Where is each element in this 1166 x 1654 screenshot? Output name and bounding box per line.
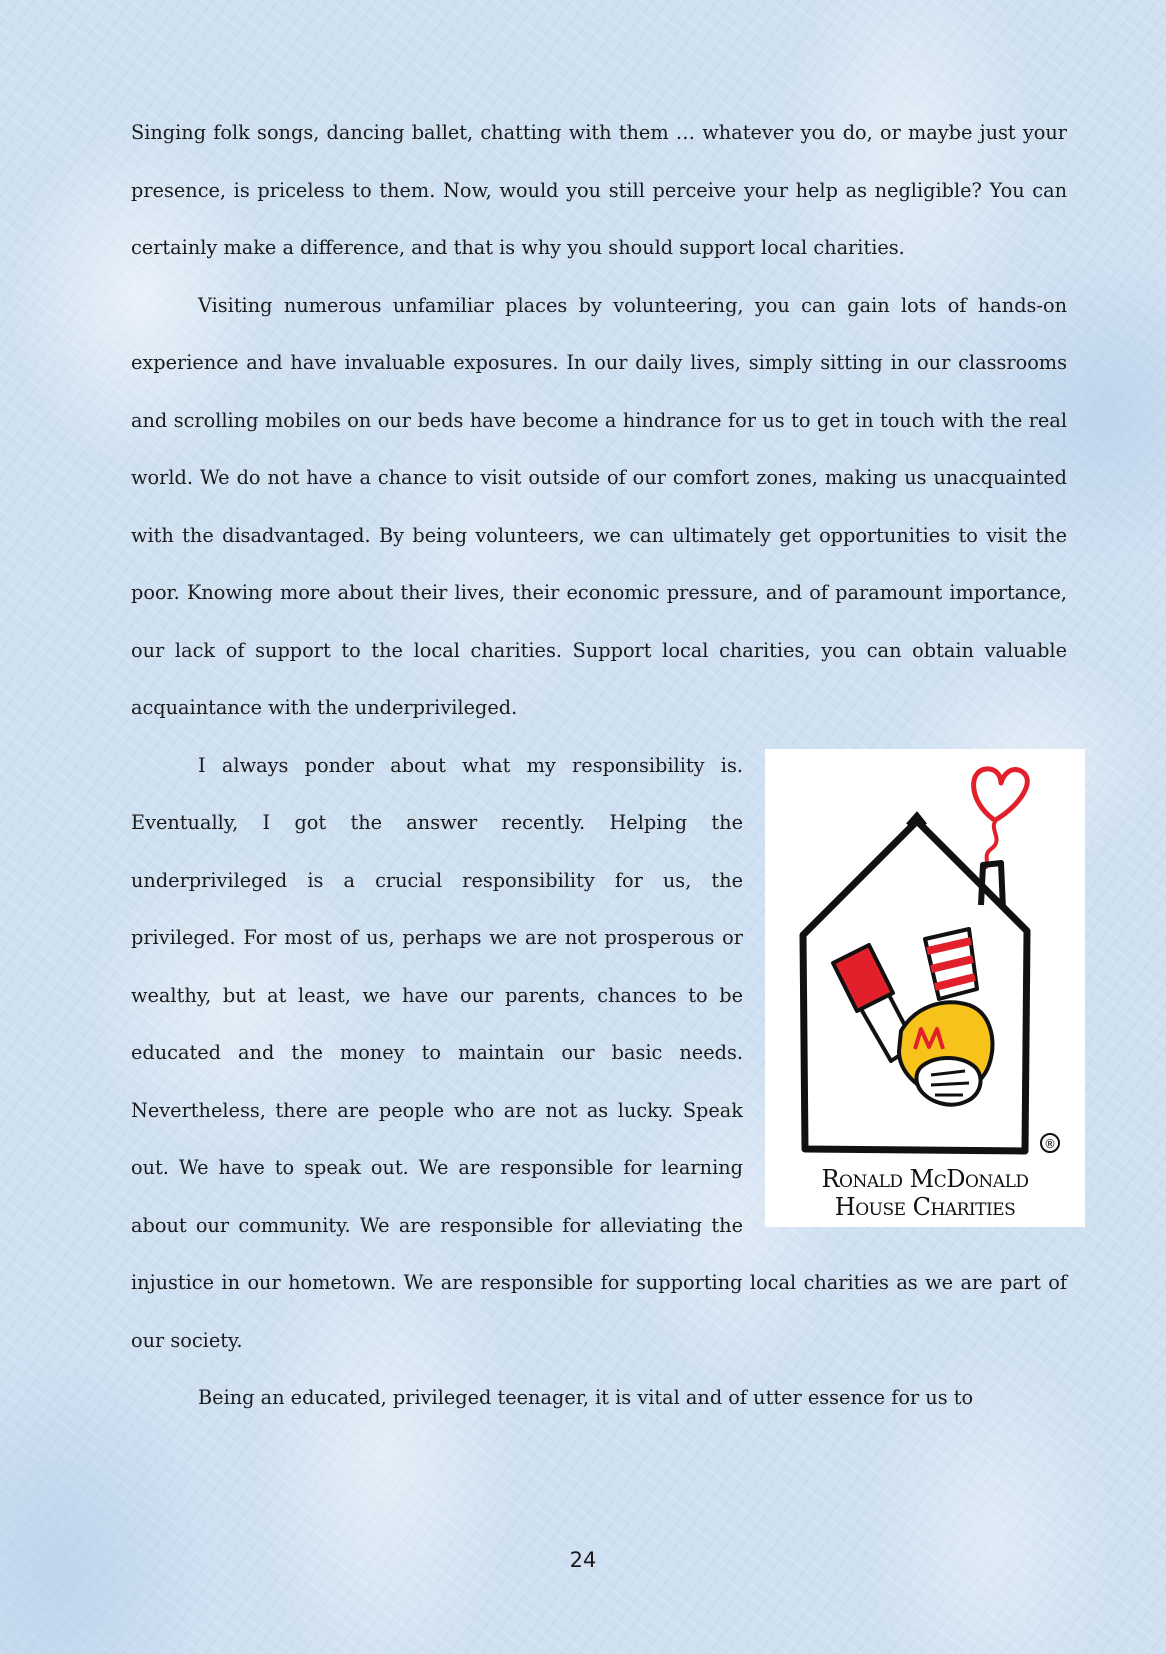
logo-text-line-2: House Charities (834, 1192, 1016, 1221)
heart-icon (974, 768, 1028, 818)
paragraph-1: Singing folk songs, dancing ballet, chatting with them … whatever you do, or maybe just your presence, is priceless to them. Now, would you still perceive your help as negligible? You can certainly make a difference, and that is why you should support local charities. (131, 121, 1067, 259)
ronald-mcdonald-house-charities-logo (765, 749, 1085, 1227)
smoke-trail (986, 819, 997, 867)
white-hand (917, 1058, 981, 1105)
house-hands-heart-icon (765, 749, 1085, 1227)
paragraph-2: Visiting numerous unfamiliar places by volunteering, you can gain lots of hands-on experience and have invaluable exposures. In our daily lives, simply sitting in our classrooms and scrolling mobiles on our beds have become a hindrance for us to get in touch with the real world. We do not have a chance to visit outside of our comfort zones, making us unacquainted with the disadvantaged. By being volunteers, we can ultimately get opportunities to visit the poor. Knowing more about their lives, their economic pressure, and of paramount importance, our lack of support to the local charities. Support local charities, you can obtain valuable acquaintance with the underprivileged. (131, 293, 1067, 719)
house-outline (803, 821, 1027, 1151)
article-body (131, 104, 1067, 1427)
registered-mark: ® (1044, 1136, 1056, 1151)
paragraph-3: I always ponder about what my responsibility is. Eventually, I got the answer recently. Helping the underprivileged is a crucial responsibility for us, the privileged. For most of us, perhaps we are not prosperous or wealthy, but at least, we have our parents, chances to be educated and the money to maintain our basic needs. Nevertheless, there are people who are not as lucky. Speak out. We have to speak out. We are responsible for learning about our community. We are responsible for alleviating the injustice in our hometown. We are responsible for supporting local charities as we are part of our society. (131, 753, 1067, 1352)
page-number: 24 (569, 1548, 597, 1572)
logo-text-line-1: Ronald McDonald (821, 1164, 1029, 1193)
paragraph-4: Being an educated, privileged teenager, it is vital and of utter essence for us to (198, 1386, 974, 1409)
